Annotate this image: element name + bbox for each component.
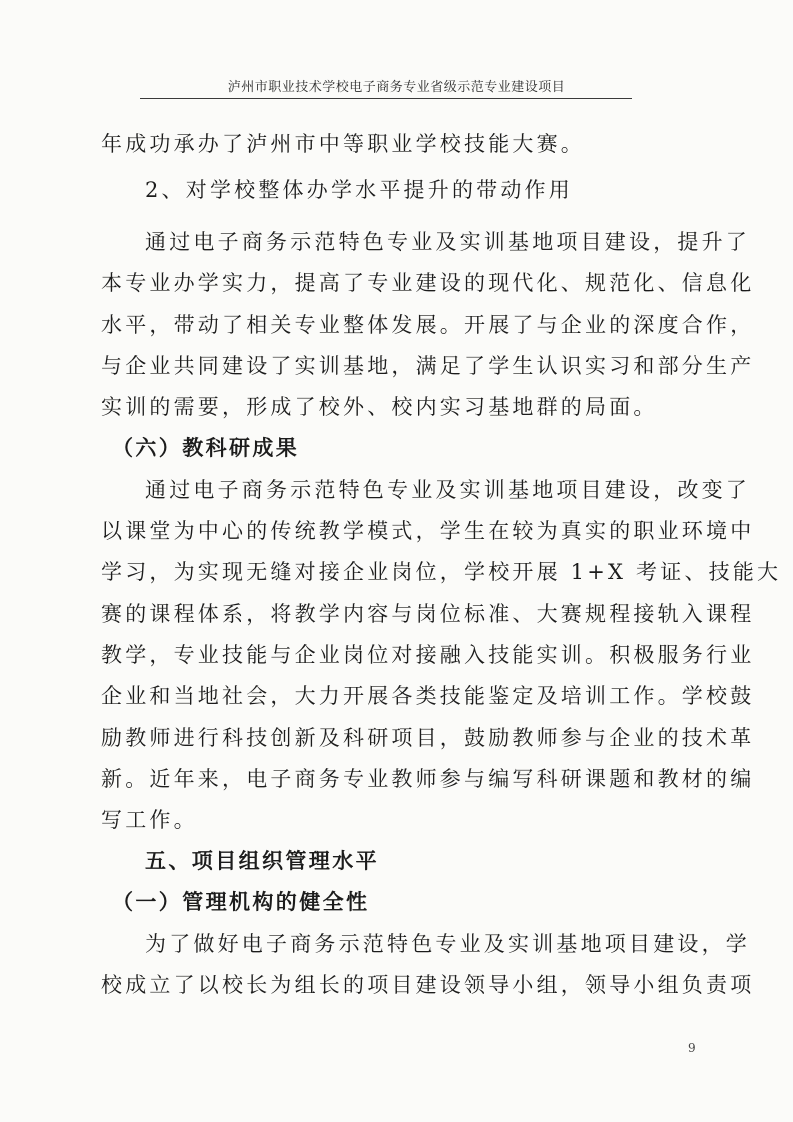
body-line: 新。近年来，电子商务专业教师参与编写科研课题和教材的编 [101,767,755,791]
body-line: 教学，专业技能与企业岗位对接融入技能实训。积极服务行业 [101,643,755,667]
body-line: 校成立了以校长为组长的项目建设领导小组，领导小组负责项 [101,973,755,997]
body-line: 以课堂为中心的传统教学模式，学生在较为真实的职业环境中 [101,519,755,543]
body-line: 励教师进行科技创新及科研项目，鼓励教师参与企业的技术革 [101,726,755,750]
body-line: 赛的课程体系，将教学内容与岗位标准、大赛规程接轨入课程 [101,602,755,626]
body-line: 通过电子商务示范特色专业及实训基地项目建设，提升了 [145,230,750,254]
body-line: 水平，带动了相关专业整体发展。开展了与企业的深度合作， [101,313,755,337]
subsection-heading: 2、对学校整体办学水平提升的带动作用 [145,178,573,202]
body-line: 写工作。 [101,808,198,832]
chapter-heading-five: 五、项目组织管理水平 [145,849,379,873]
body-line: 学习，为实现无缝对接企业岗位，学校开展 1+X 考证、技能大 [101,560,782,584]
body-line: 与企业共同建设了实训基地，满足了学生认识实习和部分生产 [101,354,755,378]
header-rule [140,98,632,99]
body-line: 本专业办学实力，提高了专业建设的现代化、规范化、信息化 [101,271,755,295]
body-line: 实训的需要，形成了校外、校内实习基地群的局面。 [101,395,658,419]
section-heading-one: （一）管理机构的健全性 [112,890,370,914]
body-line: 通过电子商务示范特色专业及实训基地项目建设，改变了 [145,478,750,502]
page-header: 泸州市职业技术学校电子商务专业省级示范专业建设项目 [227,80,566,95]
body-line: 年成功承办了泸州市中等职业学校技能大赛。 [101,132,585,156]
section-heading-six: （六）教科研成果 [112,436,300,460]
page-number: 9 [688,1041,696,1055]
body-line: 为了做好电子商务示范特色专业及实训基地项目建设，学 [145,932,750,956]
body-line: 企业和当地社会，大力开展各类技能鉴定及培训工作。学校鼓 [101,684,755,708]
